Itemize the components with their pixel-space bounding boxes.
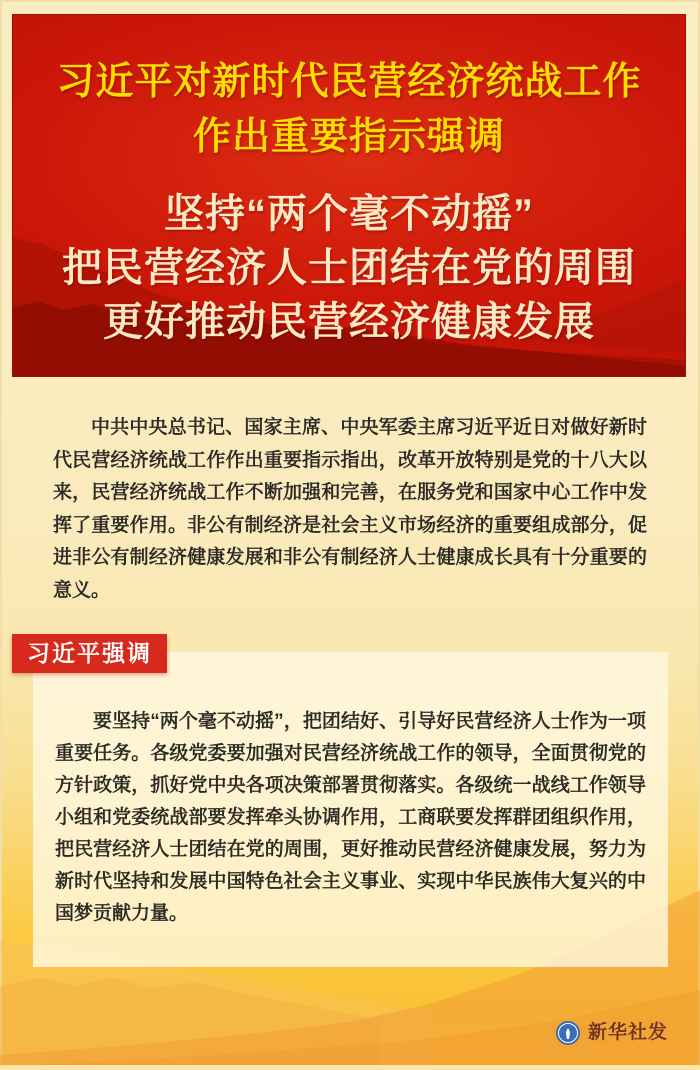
xinhua-logo-icon	[556, 1021, 580, 1045]
credit	[556, 1021, 668, 1045]
section-label: 习近平强调	[12, 634, 167, 673]
poster-title-line2: 作出重要指示强调	[192, 116, 505, 158]
poster-title-line1: 习近平对新时代民营经济统战工作	[56, 61, 642, 103]
intro-paragraph: 中共中央总书记、国家主席、中央军委主席习近平近日对做好新时代民营经济统战工作作出重要指示指出，改革开放特别是党的十八大以来，民营经济统战工作不断加强和完善，在服务党和国家中心工作中发挥了重要作用。非公有制经济是社会主义市场经济的重要组成部分，促进非公有制经济健康发展和非公有制经济人士健康成长具有十分重要的意义。	[53, 417, 647, 601]
poster-subtitle-line3: 更好推动民营经济健康发展	[103, 300, 595, 344]
quote-paragraph: 要坚持“两个毫不动摇”，把团结好、引导好民营经济人士作为一项重要任务。各级党委要加强对民营经济统战工作的领导，全面贯彻党的方针政策，抓好党中央各项决策部署贯彻落实。各级统一战线工作领导小组和党委统战部要发挥牵头协调作用，工商联要发挥群团组织作用，把民营经济人士团结在党的周围，更好推动民营经济健康发展，努力为新时代坚持和发展中国特色社会主义事业、实现中华民族伟大复兴的中国梦贡献力量。	[55, 711, 646, 924]
bottom-edge-strip	[0, 1065, 700, 1070]
poster-subtitle-line1: 坚持“两个毫不动摇”	[164, 192, 534, 236]
poster-subtitle	[13, 187, 685, 349]
poster-title	[13, 55, 685, 165]
header-banner	[12, 14, 686, 377]
poster-subtitle-line2: 把民营经济人士团结在党的周围	[62, 246, 636, 290]
credit-text: 新华社发	[587, 1022, 668, 1043]
quote-box	[33, 652, 668, 967]
